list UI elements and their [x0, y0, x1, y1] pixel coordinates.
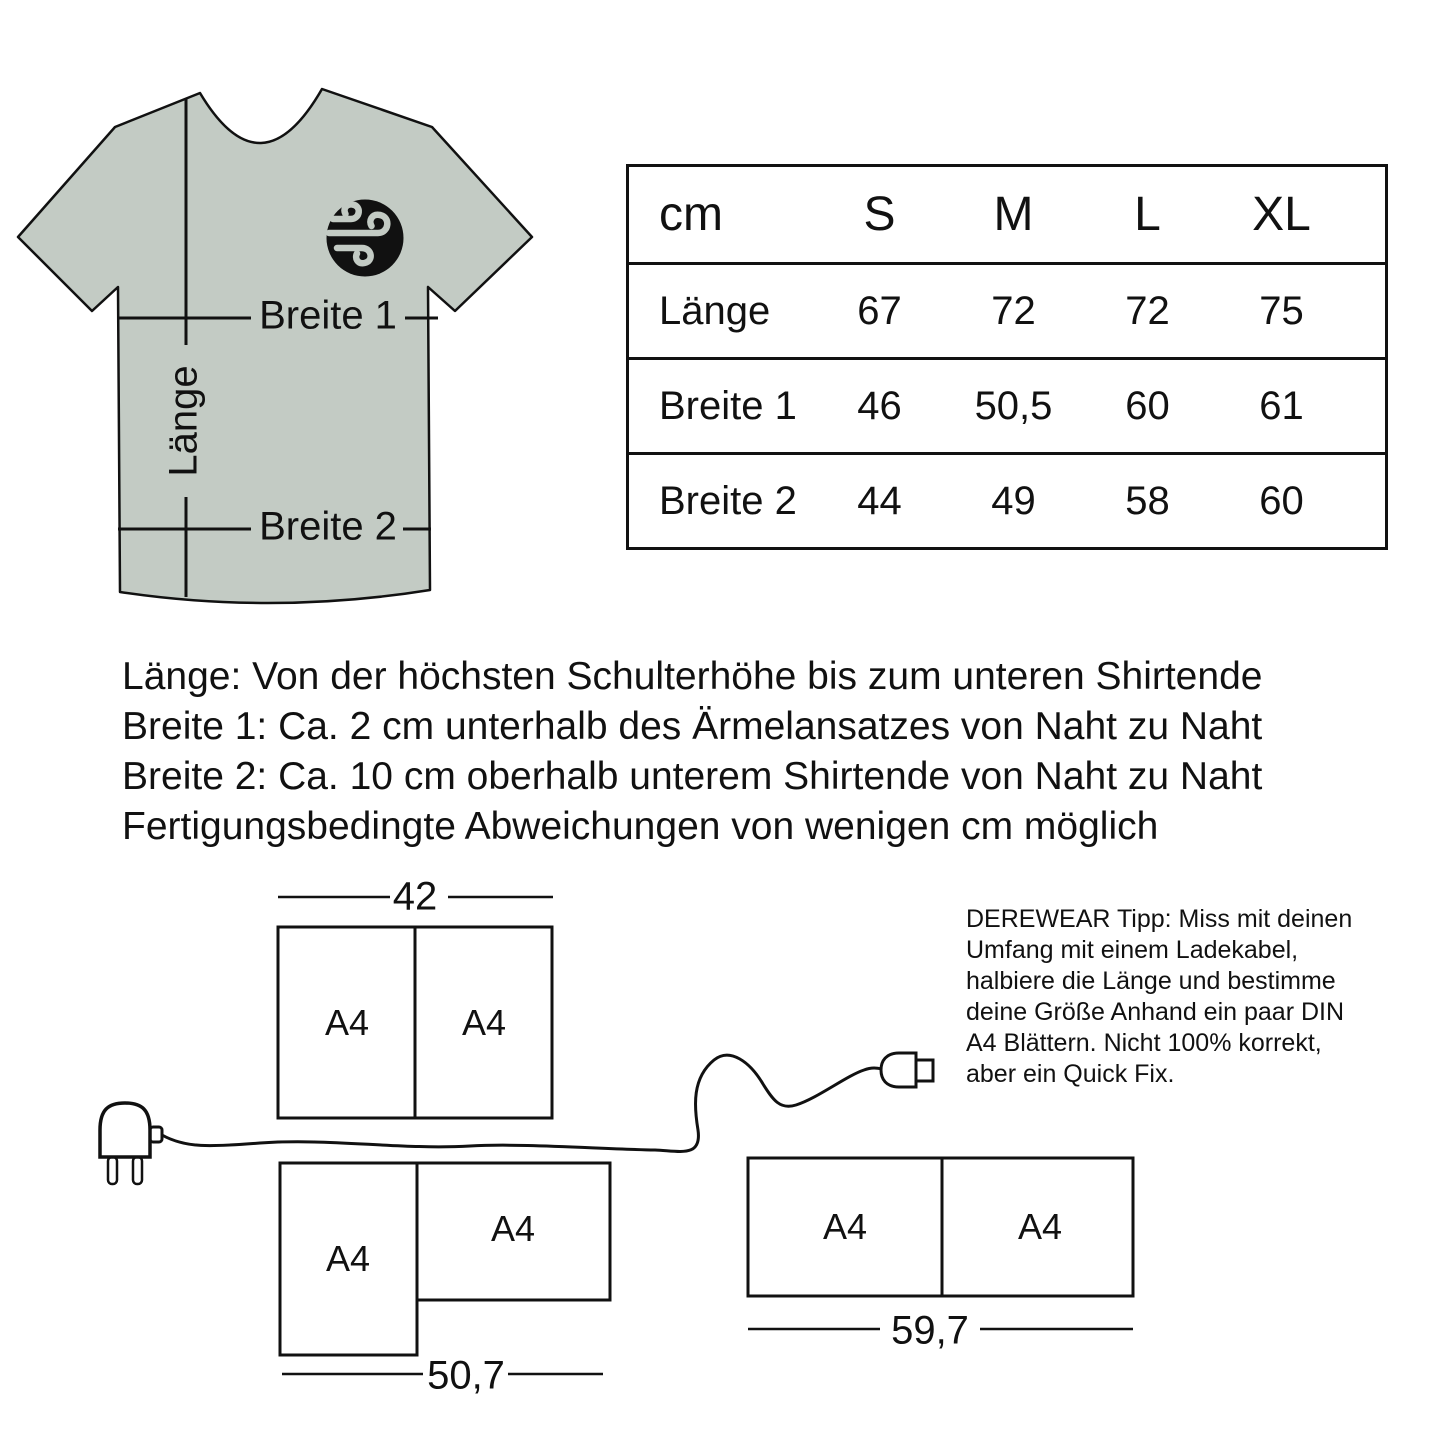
- cell-value: 58: [1125, 478, 1170, 523]
- cell-value: 72: [947, 264, 1081, 359]
- size-table-unit: cm: [628, 166, 813, 264]
- size-column-s: S: [813, 166, 947, 264]
- derewear-tip: [966, 904, 1352, 1090]
- cell-value: 75: [1215, 264, 1349, 359]
- row-label: Breite 2: [659, 478, 797, 523]
- tip-line: Umfang mit einem Ladekabel,: [966, 936, 1299, 964]
- dimension-59-7: 59,7: [891, 1308, 969, 1353]
- note-line-tolerance: Fertigungsbedingte Abweichungen von wenigen cm möglich: [122, 805, 1159, 848]
- note-line-breite1: Breite 1: Ca. 2 cm unterhalb des Ärmelansatzes von Naht zu Naht: [122, 705, 1263, 748]
- a4-label: A4: [490, 1208, 536, 1249]
- tip-line: DEREWEAR Tipp: Miss mit deinen: [966, 905, 1353, 933]
- cell-value: 67: [813, 264, 947, 359]
- cell-value: 46: [813, 359, 947, 454]
- cell-value: 72: [1081, 264, 1215, 359]
- a4-label: A4: [461, 1002, 507, 1043]
- table-row-laenge: [628, 264, 1387, 359]
- measure-notes: [122, 652, 1262, 852]
- cell-value: 44: [857, 478, 902, 523]
- cell-value: 49: [991, 478, 1036, 523]
- note-line-breite2: Breite 2: Ca. 10 cm oberhalb unterem Shirtende von Naht zu Naht: [122, 755, 1263, 798]
- size-table: [626, 164, 1388, 550]
- size-column-xl: XL: [1215, 166, 1349, 264]
- tip-line: deine Größe Anhand ein paar DIN: [966, 998, 1345, 1026]
- shirt-breite1-label: Breite 1: [259, 293, 397, 338]
- size-column-l: L: [1081, 166, 1215, 264]
- cell-value: 60: [1259, 478, 1304, 523]
- tip-line: A4 Blättern. Nicht 100% korrekt,: [966, 1029, 1322, 1057]
- cell-value: 50,5: [947, 359, 1081, 454]
- tip-line: halbiere die Länge und bestimme: [966, 967, 1336, 995]
- cell-value: 60: [1081, 359, 1215, 454]
- table-row-breite1: [628, 359, 1387, 454]
- cell-value: 61: [1215, 359, 1349, 454]
- dimension-50-7: 50,7: [427, 1353, 505, 1398]
- wall-plug-icon: [100, 1103, 162, 1184]
- table-row-breite2: [628, 454, 1387, 549]
- a4-label: A4: [822, 1206, 868, 1247]
- dimension-42: 42: [392, 874, 438, 919]
- size-table-header-row: [628, 166, 1387, 264]
- usb-connector-icon: [881, 1053, 933, 1087]
- shirt-laenge-label: Länge: [161, 365, 206, 477]
- shirt-breite2-label: Breite 2: [259, 504, 397, 549]
- a4-label: A4: [324, 1002, 370, 1043]
- size-column-m: M: [947, 166, 1081, 264]
- row-label: Breite 1: [628, 359, 813, 454]
- tip-line: aber ein Quick Fix.: [966, 1060, 1175, 1088]
- note-line-laenge: Länge: Von der höchsten Schulterhöhe bis zum unteren Shirtende: [122, 655, 1263, 698]
- wind-logo-icon: [327, 200, 404, 277]
- a4-label: A4: [1017, 1206, 1063, 1247]
- a4-label: A4: [325, 1238, 371, 1279]
- row-label: Länge: [628, 264, 813, 359]
